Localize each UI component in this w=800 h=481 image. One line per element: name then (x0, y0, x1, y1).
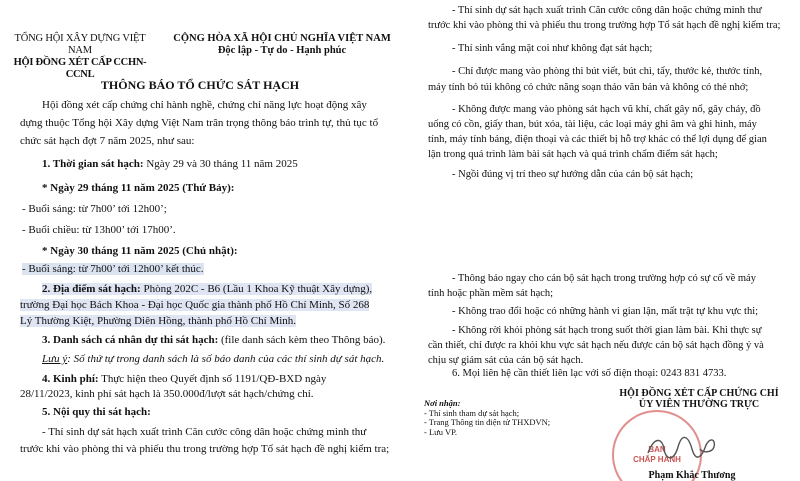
section-fee-line-2: 28/11/2023, kinh phí sát hạch là 350.000đ/lượt sát hạch/chứng chỉ. (20, 388, 314, 400)
recipients-label: Nơi nhận: (424, 398, 461, 408)
signature-title-line-1: HỘI ĐỒNG XÉT CẤP CHỨNG CHỈ (619, 388, 779, 399)
section-location-label: 2. Địa điểm sát hạch: (42, 283, 141, 295)
signature-title (599, 388, 799, 410)
location-line-3 (20, 314, 296, 328)
page-gap (404, 214, 800, 264)
section-location (42, 282, 372, 296)
day2-heading: * Ngày 30 tháng 11 năm 2025 (Chủ nhật): (42, 245, 238, 257)
rule-line-7: uống có cồn, giấy than, bút xóa, tài liệu, các loại máy ghi âm và ghi hình, máy (428, 119, 757, 130)
header-left (5, 33, 155, 81)
rule-line-9: lận trong quá trình làm bài sát hạch và quá trình chấm điểm sát hạch; (428, 149, 718, 160)
rules-line-1: - Thí sinh dự sát hạch xuất trình Căn cước công dân hoặc chứng minh thư (42, 426, 367, 438)
page-right-top (404, 0, 800, 214)
section-list (42, 333, 385, 347)
day1-morning: - Buổi sáng: từ 7h00’ tới 12h00’; (22, 203, 167, 215)
day1-afternoon: - Buổi chiều: từ 13h00’ tới 17h00’. (22, 224, 176, 236)
location-line-2-text: trường Đại học Bách Khoa - Đại học Quốc gia thành phố Hồ Chí Minh, Số 268 (20, 299, 370, 311)
day2-morning-text: - Buổi sáng: từ 7h00’ tới 12h00’ kết thúc. (22, 263, 204, 275)
rule-line-3: - Thí sinh vắng mặt coi như không đạt sát hạch; (452, 43, 653, 54)
day1-heading: * Ngày 29 tháng 11 năm 2025 (Thứ Bảy): (42, 182, 235, 194)
intro-line-2: dựng thuộc Tổng hội Xây dựng Việt Nam trân trọng thông báo trình tự, thủ tục tổ (20, 117, 379, 129)
section-fee-line-1: Thực hiện theo Quyết định số 1191/QĐ-BXD ngày (98, 373, 327, 385)
section-list-label: 3. Danh sách cá nhân dự thi sát hạch: (42, 334, 219, 346)
section-time (42, 157, 298, 171)
stamp-line-2: CHẤP HÀNH (633, 455, 681, 464)
section-list-value: (file danh sách kèm theo Thông báo). (218, 334, 386, 346)
rule-line-2: trước khi vào phòng thi và phiếu thu trong trường hợp Tổ sát hạch đề nghị kiểm tra; (428, 20, 781, 31)
council-name: HỘI ĐỒNG XÉT CẤP CCHN-CCNL (13, 57, 147, 80)
rule-line-1: - Thí sinh dự sát hạch xuất trình Căn cước công dân hoặc chứng minh thư (452, 5, 762, 16)
stamp-line-1: BAN (648, 445, 666, 454)
page-right-bottom (404, 264, 800, 481)
organization-name: TỔNG HỘI XÂY DỰNG VIỆT NAM (14, 33, 146, 56)
intro-line-1: Hội đồng xét cấp chứng chỉ hành nghề, chứng chỉ năng lực hoạt động xây (42, 99, 367, 111)
list-note-text: : Số thứ tự trong danh sách là số báo danh của các thí sinh dự sát hạch. (67, 353, 385, 365)
recipients-block (424, 399, 550, 437)
section-fee (42, 372, 326, 386)
location-line-2 (20, 298, 369, 312)
recipient-item: - Lưu VP. (424, 426, 458, 437)
rules-line-2: trước khi vào phòng thi và phiếu thu trong trường hợp Tổ sát hạch đề nghị kiểm tra; (20, 443, 390, 455)
header-right (168, 33, 396, 57)
recipient-item: - Thí sinh tham dự sát hạch; (424, 407, 520, 418)
rule-line-14: - Không rời khỏi phòng sát hạch trong suốt thời gian làm bài. Khi thực sự (452, 325, 762, 336)
rule-line-5: máy tính bỏ túi không có chức năng soạn thảo văn bản và không có thẻ nhớ; (428, 82, 749, 93)
rule-line-15: cần thiết, chỉ được ra khỏi khu vực sát hạch nếu được cán bộ sát hạch đồng ý và (428, 340, 764, 351)
rule-line-6: - Không được mang vào phòng sát hạch vũ khí, chất gây nổ, gây cháy, đồ (452, 104, 761, 115)
location-line-3-text: Lý Thường Kiệt, Phường Diên Hồng, thành phố Hồ Chí Minh. (20, 315, 297, 327)
rule-line-11: - Thông báo ngay cho cán bộ sát hạch trong trường hợp có sự cố về máy (452, 273, 756, 284)
rule-line-12: tính hoặc phần mềm sát hạch; (428, 288, 554, 299)
section-time-label: 1. Thời gian sát hạch: (42, 158, 144, 170)
signature-title-line-2: ỦY VIÊN THƯỜNG TRỰC (638, 399, 760, 410)
handwritten-signature (644, 427, 724, 467)
day2-morning (22, 262, 204, 276)
recipient-item: - Trang Thông tin điện tử THXDVN; (424, 417, 551, 427)
section-time-value: Ngày 29 và 30 tháng 11 năm 2025 (143, 158, 298, 170)
rule-line-16: chịu sự giám sát của cán bộ sát hạch. (428, 355, 584, 366)
section-rules-heading: 5. Nội quy thi sát hạch: (42, 406, 151, 418)
rule-line-4: - Chỉ được mang vào phòng thi bút viết, bút chì, tẩy, thước kẻ, thước tính, (452, 66, 763, 77)
list-note-label: Lưu ý (42, 353, 68, 365)
section-contact: 6. Mọi liên hệ cần thiết liên lạc với số điện thoại: 0243 831 4733. (452, 368, 727, 379)
rule-line-10: - Ngồi đúng vị trí theo sự hướng dẫn của cán bộ sát hạch; (452, 169, 694, 180)
intro-line-3: chức sát hạch đợt 7 năm 2025, như sau: (20, 135, 195, 147)
section-fee-label: 4. Kinh phí: (42, 373, 99, 385)
national-motto: Độc lập - Tự do - Hạnh phúc (217, 45, 347, 56)
location-line-1: Phòng 202C - B6 (Lầu 1 Khoa Kỹ thuật Xây dựng), (140, 283, 373, 295)
republic-name: CỘNG HÒA XÃ HỘI CHỦ NGHĨA VIỆT NAM (173, 33, 391, 44)
signer-name: Phạm Khắc Thương (648, 470, 736, 481)
rule-line-8: tính, máy tính bảng, điện thoại và các thiết bị hỗ trợ khác có thể lợi dụng để gian (428, 134, 767, 145)
document-title: THÔNG BÁO TỔ CHỨC SÁT HẠCH (100, 78, 300, 92)
rule-line-13: - Không trao đổi hoặc có những hành vi gian lận, mất trật tự khu vực thi; (452, 306, 759, 317)
list-note (42, 352, 384, 366)
